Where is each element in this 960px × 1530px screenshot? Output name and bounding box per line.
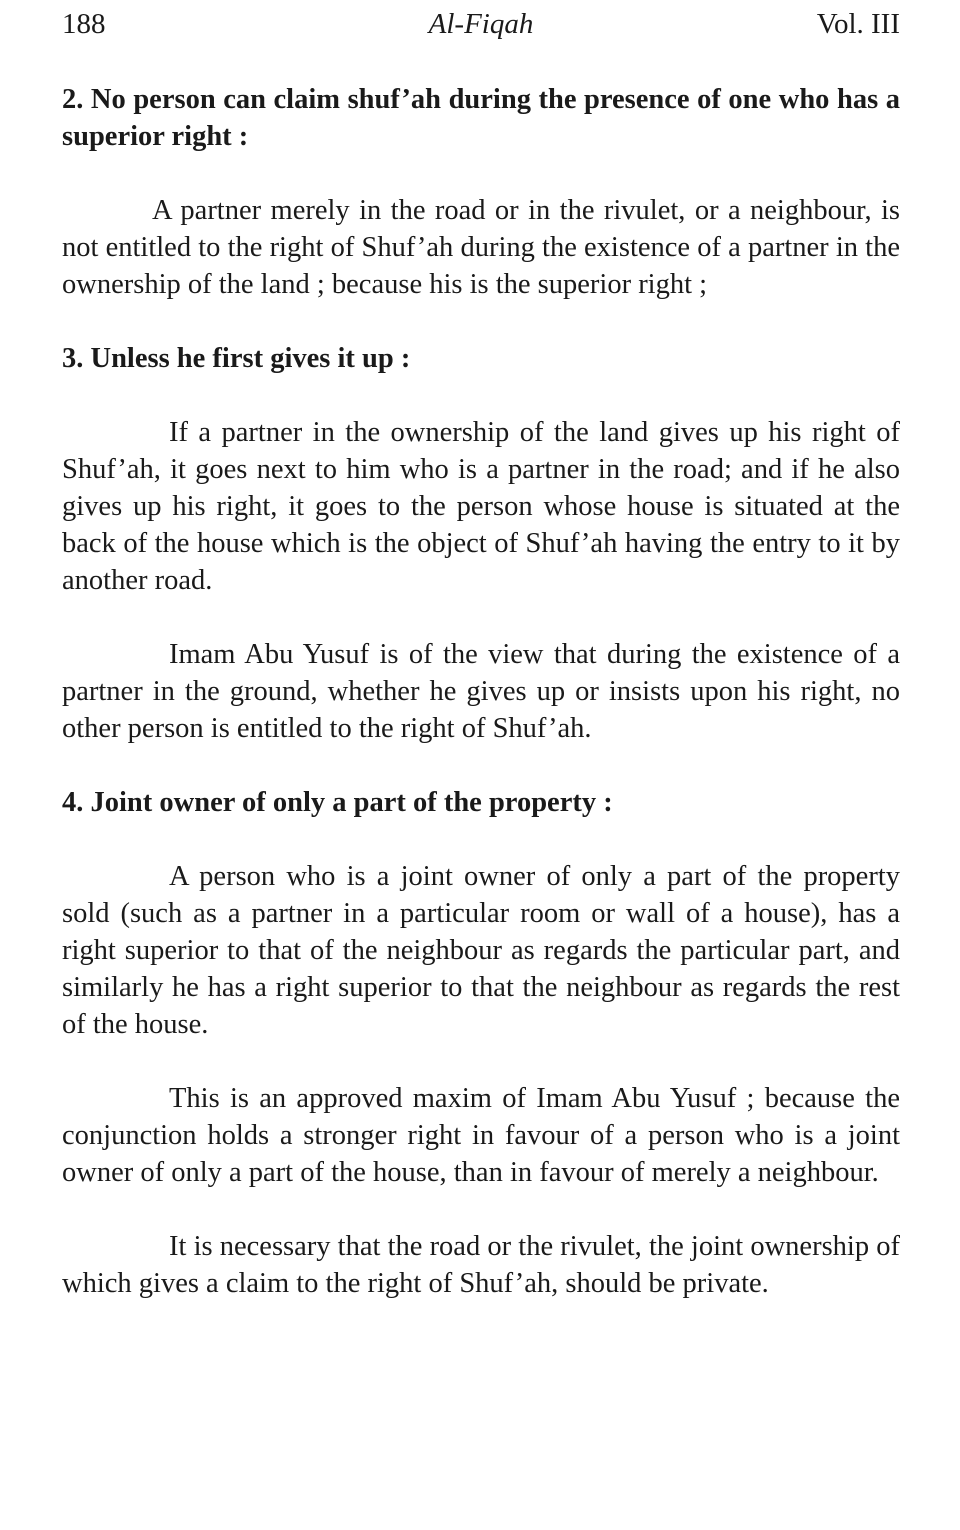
running-header: [62, 4, 900, 44]
page-number: 188: [62, 8, 106, 40]
document-page: [62, 0, 900, 1302]
section-heading-3: 3. Unless he first gives it up :: [62, 343, 411, 374]
book-title: Al-Fiqah: [428, 8, 534, 40]
paragraph-superior-right: A partner merely in the road or in the rivulet, or a neighbour, is not entitled to the right of Shuf’ah during the existence of a partner in the ownership of the land ; because his is the superior right ;: [62, 195, 900, 300]
paragraph-private-road: It is necessary that the road or the rivulet, the joint ownership of which gives a claim to the right of Shuf’ah, should be private.: [62, 1231, 900, 1299]
paragraph-gives-up-right: If a partner in the ownership of the land gives up his right of Shuf’ah, it goes next to him who is a partner in the road; and if he also gives up his right, it goes to the person whose house is situated at the back of the house which is the object of Shuf’ah having the entry to it by another road.: [62, 417, 900, 596]
section-heading-4: 4. Joint owner of only a part of the property :: [62, 787, 613, 818]
section-heading-2: 2. No person can claim shuf’ah during the presence of one who has a superior right :: [62, 84, 900, 152]
paragraph-joint-owner: A person who is a joint owner of only a part of the property sold (such as a partner in a particular room or wall of a house), has a right superior to that of the neighbour as regards the particular part, and similarly he has a right superior to that the neighbour as regards the rest of the house.: [62, 861, 900, 1040]
volume-label: Vol. III: [816, 8, 900, 40]
paragraph-approved-maxim: This is an approved maxim of Imam Abu Yusuf ; because the conjunction holds a stronger right in favour of a person who is a joint owner of only a part of the house, than in favour of merely a neighbour.: [62, 1083, 900, 1188]
paragraph-abu-yusuf-view: Imam Abu Yusuf is of the view that during the existence of a partner in the ground, whether he gives up or insists upon his right, no other person is entitled to the right of Shuf’ah.: [62, 639, 900, 744]
